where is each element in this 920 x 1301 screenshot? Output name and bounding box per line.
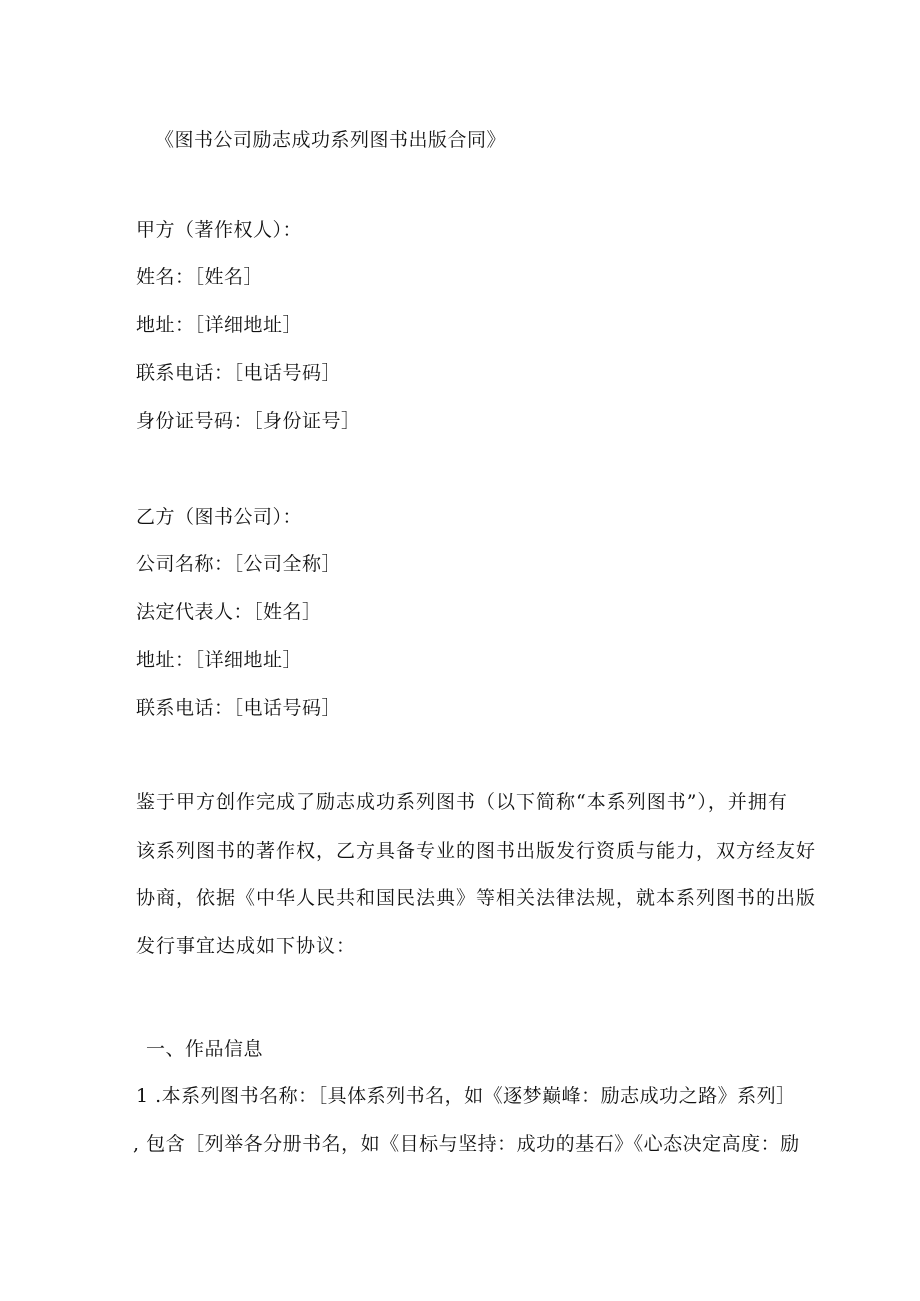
party-b-address: 地址：［详细地址］ (136, 649, 303, 671)
party-a-phone: 联系电话：［电话号码］ (136, 362, 342, 384)
party-a-address: 地址：［详细地址］ (136, 314, 303, 336)
section-item-line: 1 .本系列图书名称：［具体系列书名，如《逐梦巅峰：励志成功之路》系列］ (136, 1085, 796, 1107)
preamble-line: 鉴于甲方创作完成了励志成功系列图书（以下简称“本系列图书”），并拥有 (136, 791, 788, 813)
contract-title: 《图书公司励志成功系列图书出版合同》 (155, 129, 507, 151)
party-a-name: 姓名：［姓名］ (136, 266, 264, 288)
preamble-line: 发行事宜达成如下协议： (136, 935, 357, 957)
party-b-representative: 法定代表人：［姓名］ (136, 601, 322, 623)
party-a-heading: 甲方（著作权人）： (136, 219, 303, 241)
party-a-id-number: 身份证号码：［身份证号］ (136, 410, 361, 432)
party-b-phone: 联系电话：［电话号码］ (136, 697, 342, 719)
preamble-line: 该系列图书的著作权，乙方具备专业的图书出版发行资质与能力，双方经友好 (136, 840, 817, 862)
party-b-company: 公司名称：［公司全称］ (136, 553, 342, 575)
preamble-line: 协商，依据《中华人民共和国民法典》等相关法律法规，就本系列图书的出版 (136, 887, 817, 909)
party-b-heading: 乙方（图书公司）： (136, 506, 303, 528)
section-heading-work-info: 一、作品信息 (146, 1038, 264, 1060)
section-item-line: , 包含［列举各分册书名，如《目标与坚持：成功的基石》《心态决定高度：励 (133, 1133, 800, 1155)
